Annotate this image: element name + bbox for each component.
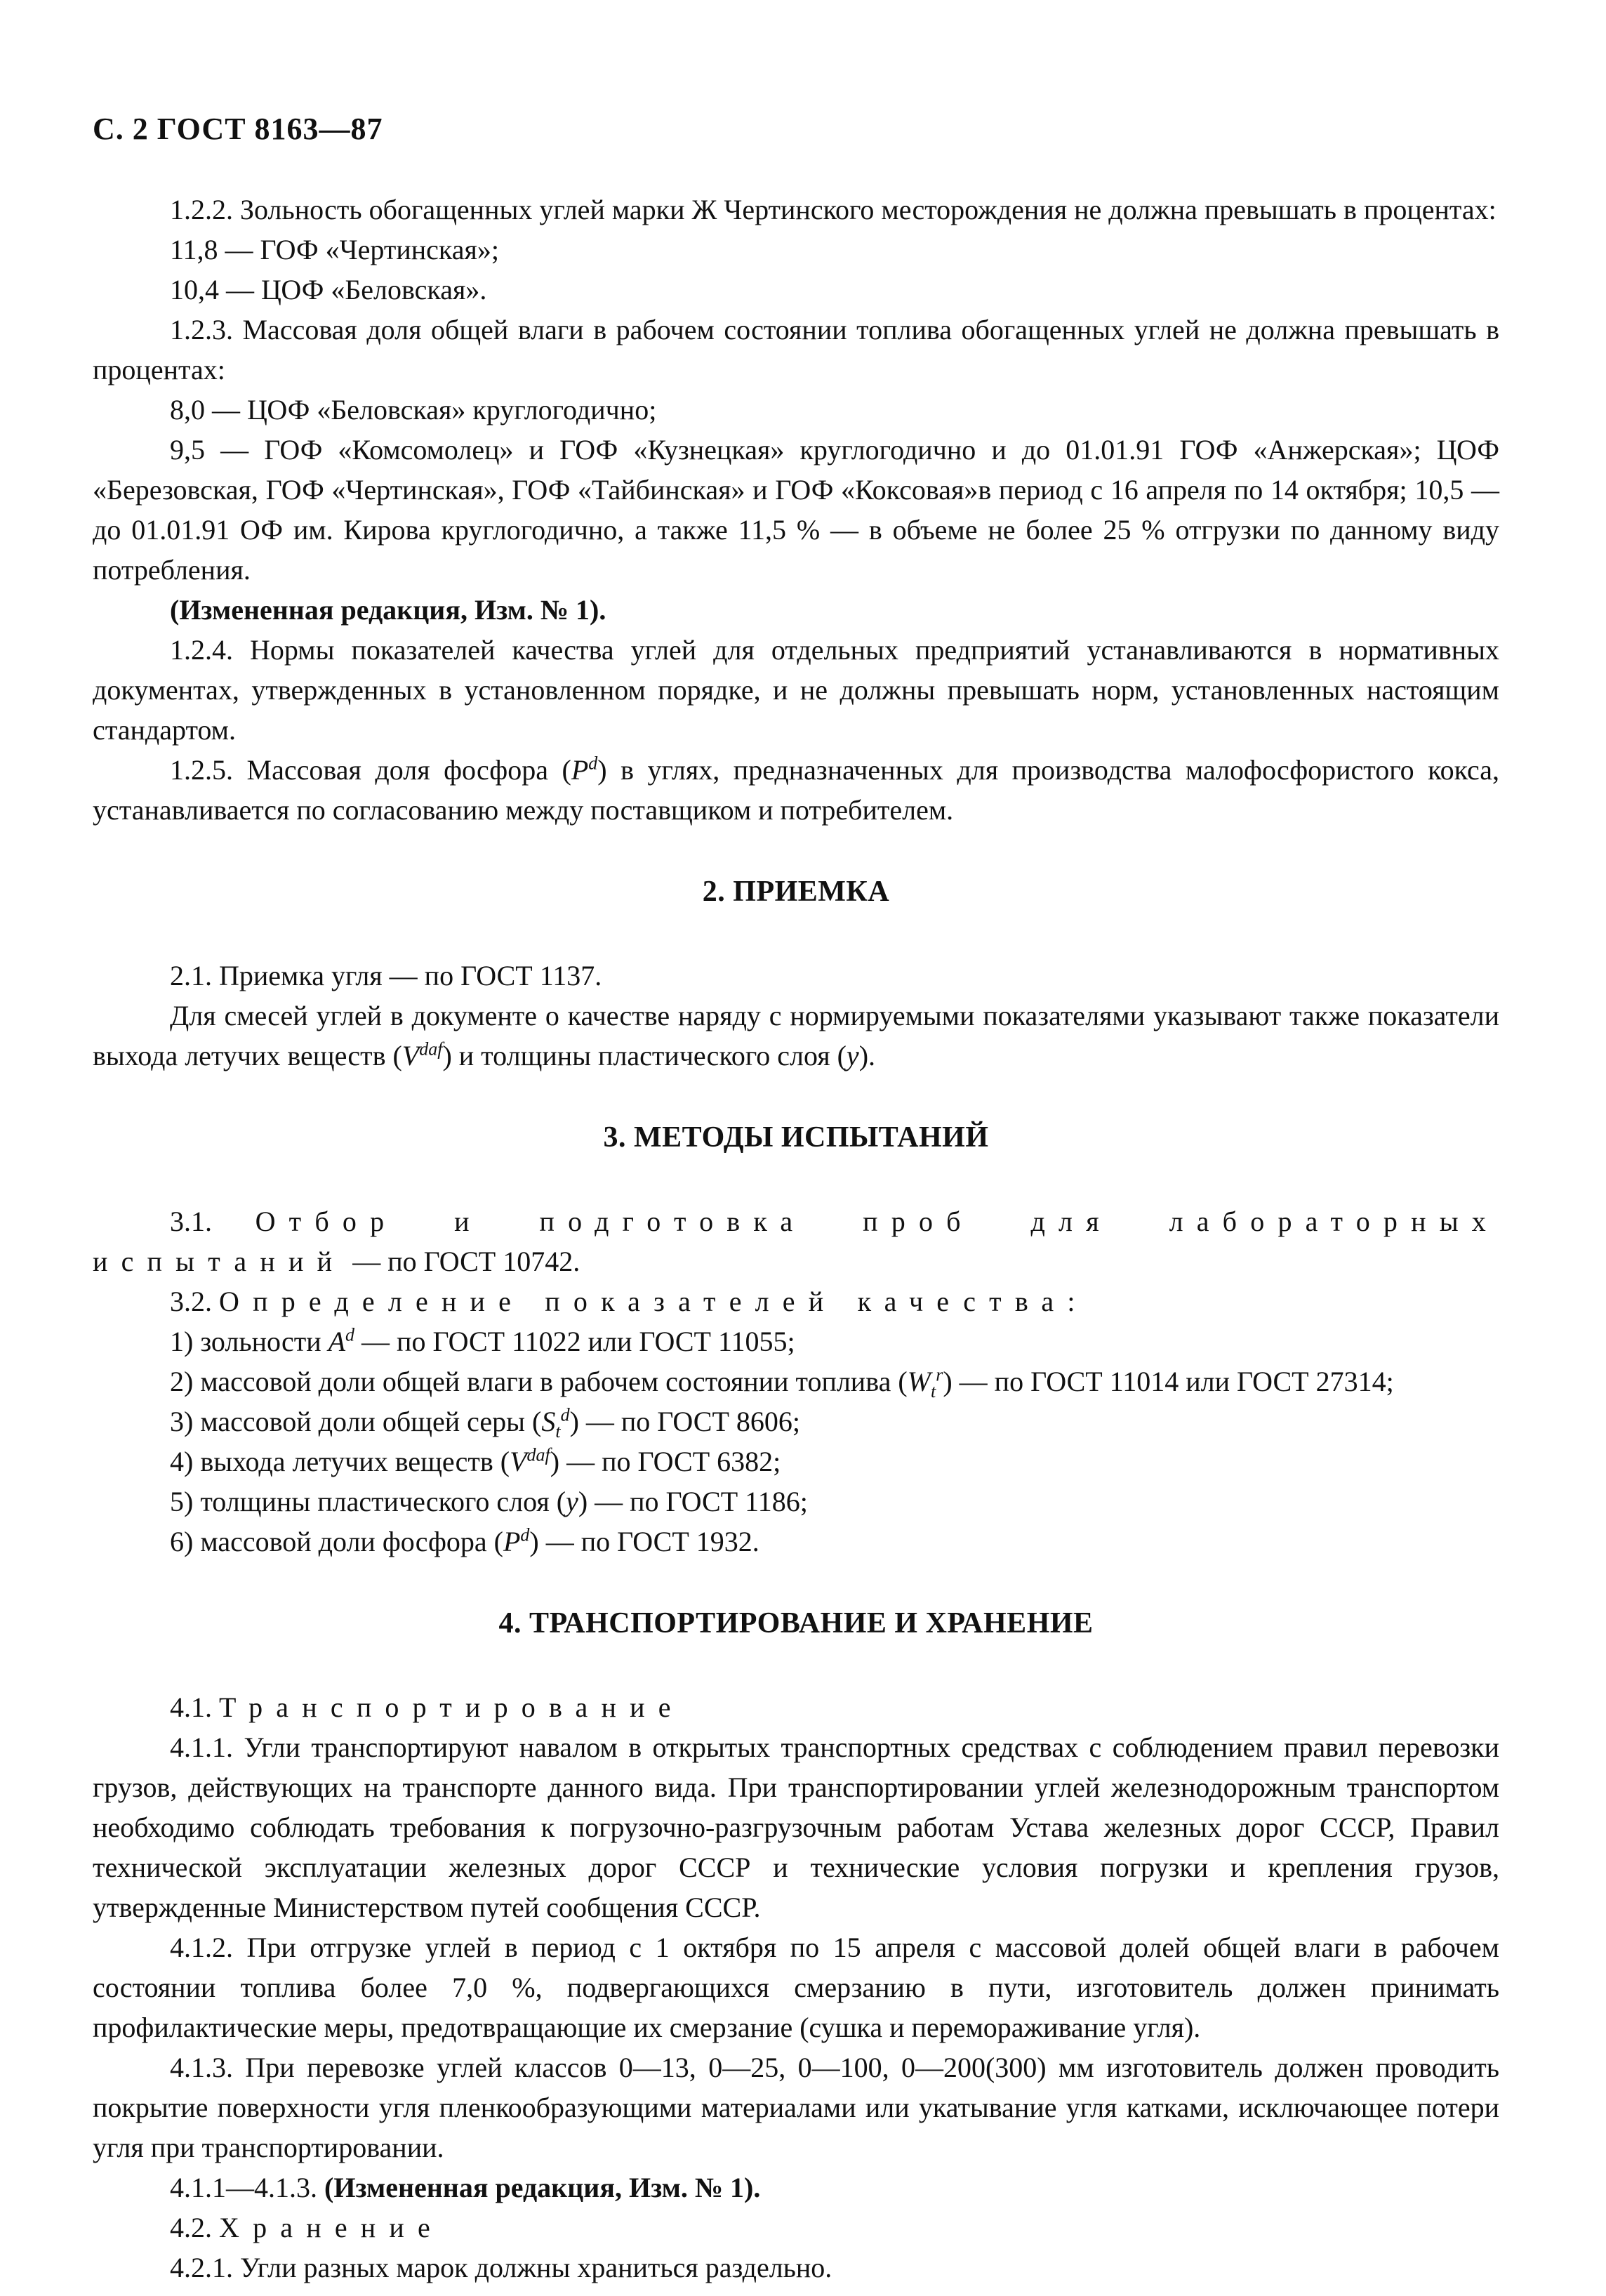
clause-1-2-3-item-a: 8,0 — ЦОФ «Беловская» круглогодично; bbox=[170, 394, 657, 425]
clause-4-1: 4.1. Транспортирование bbox=[170, 1691, 684, 1723]
clause-2-1-mixtures: Для смесей углей в документе о качестве наряду с нормируемыми показателями указывают также показатели выхода летучих веществ $(V^{daf})$ и толщины пластического слоя (y). bbox=[93, 1000, 1499, 1071]
amendment-note: (Измененная редакция, Изм. № 1). bbox=[170, 594, 606, 626]
clause-3-2: 3.2. Определение показателей качества: bbox=[170, 1286, 1075, 1317]
section-heading-test-methods: 3. МЕТОДЫ ИСПЫТАНИЙ bbox=[603, 1121, 989, 1154]
list-item-moisture: 2) массовой доли общей влаги в рабочем состоянии топлива $(W_t^r)$ — по ГОСТ 11014 или ГОСТ 27314; bbox=[170, 1364, 1394, 1401]
clause-1-2-3: 1.2.3. Массовая доля общей влаги в рабочем состоянии топлива обогащенных углей не должна превышать в процентах: bbox=[93, 314, 1499, 385]
list-item-ash: 1) зольности $A^d$ — по ГОСТ 11022 или ГОСТ 11055; bbox=[170, 1324, 795, 1357]
clause-4-2: 4.2. Хранение bbox=[170, 2212, 444, 2243]
list-item-sulfur: 3) массовой доли общей серы $(S_t^d)$ — по ГОСТ 8606; bbox=[170, 1404, 801, 1441]
section-heading-transport-storage: 4. ТРАНСПОРТИРОВАНИЕ И ХРАНЕНИЕ bbox=[498, 1607, 1094, 1639]
clause-1-2-4: 1.2.4. Нормы показателей качества углей для отдельных предприятий устанавливаются в нормативных документах, утвержденных в установленном порядке, и не должны превышать норм, установленных настоящим стандартом. bbox=[93, 634, 1499, 746]
clause-1-2-3-item-b: 9,5 — ГОФ «Комсомолец» и ГОФ «Кузнецкая» круглогодично и до 01.01.91 ГОФ «Анжерская»; ЦОФ «Березовская, ГОФ «Чертинская», ГОФ «Тайбинская» и ГОФ «Коксовая»в период с 16 апреля по 14 октября; 10,5 — до 01.01.91 ОФ им. Кирова круглогодично, а также 11,5 % — в объеме не более 25 % отгрузки по данному виду потребления. bbox=[93, 434, 1499, 586]
section-heading-acceptance: 2. ПРИЕМКА bbox=[702, 876, 890, 908]
list-item-volatile: 4) выхода летучих веществ $(V^{daf})$ — по ГОСТ 6382; bbox=[170, 1444, 781, 1477]
clause-1-2-5: 1.2.5. Массовая доля фосфора $(P^d)$ в углях, предназначенных для производства малофосфористого кокса, устанавливается по согласованию между поставщиком и потребителем. bbox=[93, 753, 1500, 826]
document-body bbox=[93, 190, 1499, 2288]
clause-3-1: 3.1. Отбор и подготовка проб для лабораторных испытаний — по ГОСТ 10742. bbox=[93, 1206, 1499, 1277]
spaced-title: Хранение bbox=[219, 2212, 444, 2243]
spaced-title: Транспортирование bbox=[219, 1691, 684, 1723]
clause-1-2-2: 1.2.2. Зольность обогащенных углей марки Ж Чертинского месторождения не должна превышать в процентах: bbox=[170, 194, 1496, 225]
list-item-plastic-layer: 5) толщины пластического слоя (y) — по ГОСТ 1186; bbox=[170, 1486, 808, 1517]
page-header: С. 2 ГОСТ 8163—87 bbox=[93, 112, 383, 146]
list-item-phosphorus: 6) массовой доли фосфора $(P^d)$ — по ГОСТ 1932. bbox=[170, 1524, 759, 1557]
clause-1-2-2-item-a: 11,8 — ГОФ «Чертинская»; bbox=[170, 234, 499, 265]
spaced-title: Определение показателей качества bbox=[219, 1286, 1068, 1317]
clause-2-1: 2.1. Приемка угля — по ГОСТ 1137. bbox=[170, 960, 602, 991]
clause-4-1-3: 4.1.3. При перевозке углей классов 0—13, 0—25, 0—100, 0—200(300) мм изготовитель должен проводить покрытие поверхности угля пленкообразующими материалами или укатывание угля катками, исключающее потери угля при транспортировании. bbox=[93, 2052, 1499, 2163]
spaced-title: Отбор и подготовка проб для лабораторных испытаний bbox=[93, 1206, 1499, 1277]
clause-4-1-amendment: 4.1.1—4.1.3. (Измененная редакция, Изм. № 1). bbox=[170, 2172, 761, 2203]
clause-4-2-1: 4.2.1. Угли разных марок должны храниться раздельно. bbox=[170, 2252, 832, 2283]
clause-1-2-2-item-b: 10,4 — ЦОФ «Беловская». bbox=[170, 274, 487, 305]
clause-4-1-1: 4.1.1. Угли транспортируют навалом в открытых транспортных средствах с соблюдением правил перевозки грузов, действующих на транспорте данного вида. При транспортировании углей железнодорожным транспортом необходимо соблюдать требования к погрузочно-разгрузочным работам Устава железных дорог СССР, Правил технической эксплуатации железных дорог СССР и технические условия погрузки и крепления грузов, утвержденные Министерством путей сообщения СССР. bbox=[93, 1731, 1499, 1923]
clause-4-1-2: 4.1.2. При отгрузке углей в период с 1 октября по 15 апреля с массовой долей общей влаги в рабочем состоянии топлива более 7,0 %, подвергающихся смерзанию в пути, изготовитель должен принимать профилактические меры, предотвращающие их смерзание (сушка и перемораживание угля). bbox=[93, 1932, 1499, 2043]
